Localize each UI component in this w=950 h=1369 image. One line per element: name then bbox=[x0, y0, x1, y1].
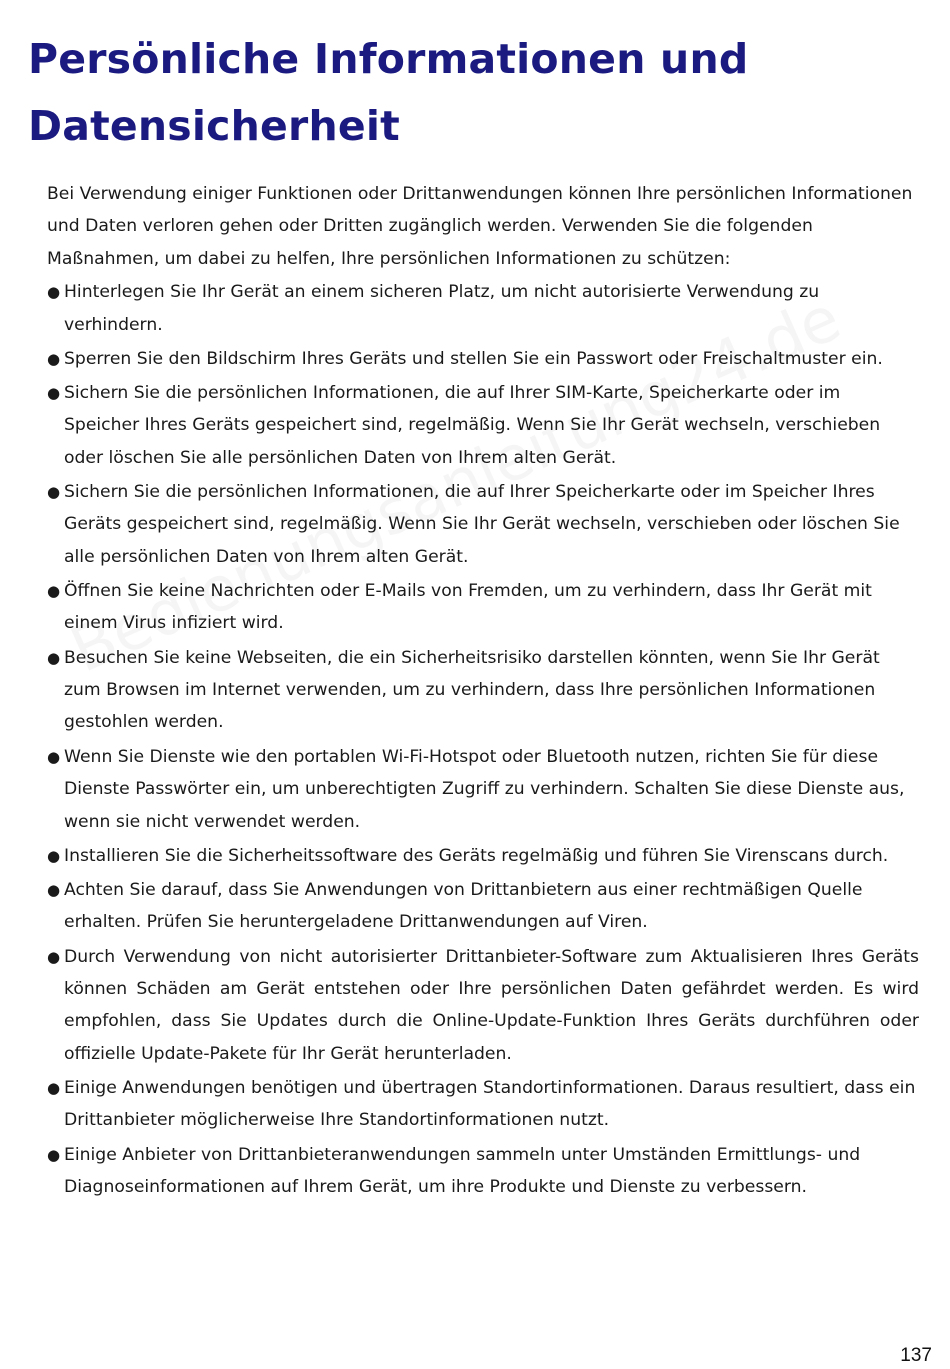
page-title: Persönliche Informationen und Datensicherheit bbox=[28, 35, 749, 150]
list-item bbox=[47, 840, 919, 872]
bullet-icon: ● bbox=[47, 582, 61, 601]
bullet-icon: ● bbox=[47, 846, 61, 865]
list-item bbox=[47, 741, 919, 838]
bullet-icon: ● bbox=[47, 747, 61, 766]
list-item bbox=[47, 575, 919, 640]
list-item bbox=[47, 642, 919, 739]
list-item-text: Sichern Sie die persönlichen Informationen, die auf Ihrer SIM-Karte, Speicherkarte oder im Speicher Ihres Geräts gespeichert sind, regelmäßig. Wenn Sie Ihr Gerät wechseln, verschieben oder löschen Sie alle persönlichen Daten von Ihrem alten Gerät. bbox=[64, 383, 881, 468]
bullet-icon: ● bbox=[47, 283, 61, 302]
bullet-icon: ● bbox=[47, 384, 61, 403]
intro-paragraph: Bei Verwendung einiger Funktionen oder Drittanwendungen können Ihre persönlichen Informationen und Daten verloren gehen oder Dritten zugänglich werden. Verwenden Sie die folgenden Maßnahmen, um dabei zu helfen, Ihre persönlichen Informationen zu schützen: bbox=[47, 184, 913, 269]
bullet-icon: ● bbox=[47, 1145, 61, 1164]
bullet-icon: ● bbox=[47, 880, 61, 899]
list-item-text: Wenn Sie Dienste wie den portablen Wi-Fi-Hotspot oder Bluetooth nutzen, richten Sie für diese Dienste Passwörter ein, um unberechtigten Zugriff zu verhindern. Schalten Sie diese Dienste aus, wenn sie nicht verwendet werden. bbox=[64, 746, 905, 832]
list-item bbox=[47, 1072, 919, 1137]
list-item-text: Durch Verwendung von nicht autorisierter Drittanbieter-Software zum Aktualisieren Ihres Geräts können Schäden am Gerät entstehen oder Ihre persönlichen Daten gefährdet werden. Es wird empfohlen, dass Sie Updates durch die Online-Update-Funktion Ihres Geräts durchführen oder offizielle Update-Pakete für Ihr Gerät herunterladen. bbox=[64, 946, 919, 1064]
bullet-icon: ● bbox=[47, 1078, 61, 1097]
list-item bbox=[47, 343, 919, 375]
list-item bbox=[47, 476, 919, 573]
list-item-text: Sperren Sie den Bildschirm Ihres Geräts und stellen Sie ein Passwort oder Freischaltmuster ein. bbox=[64, 348, 883, 369]
list-item-text: Öffnen Sie keine Nachrichten oder E-Mails von Fremden, um zu verhindern, dass Ihr Gerät mit einem Virus infiziert wird. bbox=[64, 581, 872, 634]
list-item-text: Achten Sie darauf, dass Sie Anwendungen von Drittanbietern aus einer rechtmäßigen Quelle erhalten. Prüfen Sie heruntergeladene Drittanwendungen auf Viren. bbox=[64, 879, 863, 933]
bullet-icon: ● bbox=[47, 947, 61, 966]
list-item bbox=[47, 874, 919, 939]
page-number: 137 bbox=[900, 1345, 932, 1366]
list-item bbox=[47, 1139, 919, 1204]
bullet-icon: ● bbox=[47, 648, 61, 667]
list-item-text: Einige Anbieter von Drittanbieteranwendungen sammeln unter Umständen Ermittlungs- und Diagnoseinformationen auf Ihrem Gerät, um ihre Produkte und Dienste zu verbessern. bbox=[64, 1144, 861, 1197]
list-item bbox=[47, 377, 919, 474]
security-tips-list bbox=[47, 276, 919, 1203]
list-item bbox=[47, 276, 919, 341]
list-item-text: Installieren Sie die Sicherheitssoftware des Geräts regelmäßig und führen Sie Virenscans durch. bbox=[64, 845, 889, 866]
list-item-text: Sichern Sie die persönlichen Informationen, die auf Ihrer Speicherkarte oder im Speicher Ihres Geräts gespeichert sind, regelmäßig. Wenn Sie Ihr Gerät wechseln, verschieben oder löschen Sie alle persönlichen Daten von Ihrem alten Gerät. bbox=[64, 482, 900, 567]
list-item-text: Besuchen Sie keine Webseiten, die ein Sicherheitsrisiko darstellen könnten, wenn Sie Ihr Gerät zum Browsen im Internet verwenden, um zu verhindern, dass Ihre persönlichen Informationen gestohlen werden. bbox=[64, 647, 880, 733]
bullet-icon: ● bbox=[47, 483, 61, 502]
list-item-text: Hinterlegen Sie Ihr Gerät an einem sicheren Platz, um nicht autorisierte Verwendung zu verhindern. bbox=[64, 282, 820, 335]
bullet-icon: ● bbox=[47, 349, 61, 368]
main-content bbox=[47, 178, 919, 1205]
list-item bbox=[47, 941, 919, 1071]
list-item-text: Einige Anwendungen benötigen und übertragen Standortinformationen. Daraus resultiert, dass ein Drittanbieter möglicherweise Ihre Standortinformationen nutzt. bbox=[64, 1077, 916, 1131]
